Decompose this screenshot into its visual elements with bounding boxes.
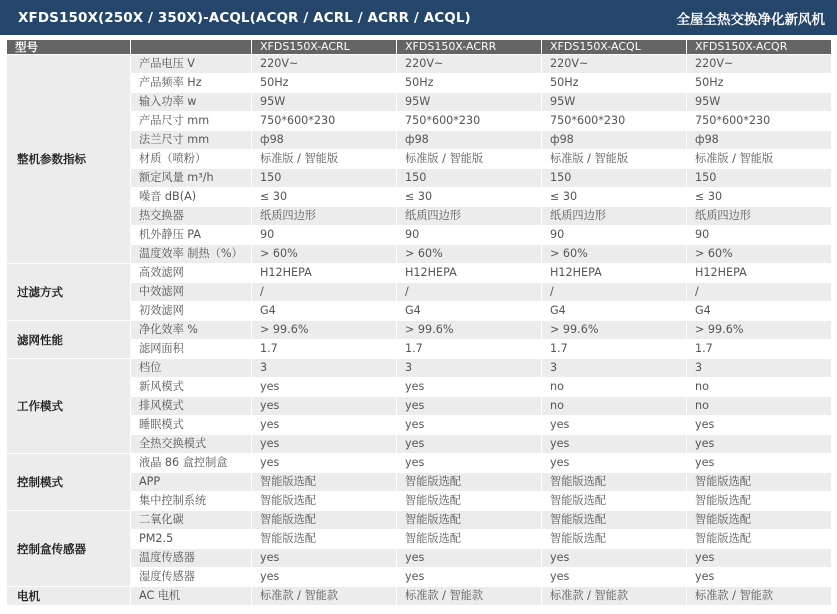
value-cell: no <box>687 378 832 397</box>
row-label: 输入功率 w <box>131 93 252 112</box>
value-cell: / <box>687 283 832 302</box>
value-cell: 150 <box>542 169 687 188</box>
value-cell: 750*600*230 <box>687 112 832 131</box>
row-label: 热交换器 <box>131 207 252 226</box>
value-cell: 750*600*230 <box>252 112 397 131</box>
table-row <box>7 454 832 473</box>
header-cell-model: 型号 <box>7 40 131 55</box>
value-cell: yes <box>687 454 832 473</box>
value-cell: yes <box>397 435 542 454</box>
table-row <box>7 492 832 511</box>
value-cell: yes <box>397 416 542 435</box>
title-bar <box>0 0 837 35</box>
value-cell: yes <box>252 435 397 454</box>
table-row <box>7 93 832 112</box>
table-row <box>7 568 832 587</box>
row-label: 高效滤网 <box>131 264 252 283</box>
group-label: 过滤方式 <box>7 264 131 321</box>
table-row <box>7 530 832 549</box>
value-cell: > 99.6% <box>542 321 687 340</box>
table-row <box>7 302 832 321</box>
table-row <box>7 131 832 150</box>
value-cell: 90 <box>252 226 397 245</box>
value-cell: 750*600*230 <box>542 112 687 131</box>
header-cell-acrr: XFDS150X-ACRR <box>397 40 542 55</box>
value-cell: 95W <box>252 93 397 112</box>
value-cell: G4 <box>687 302 832 321</box>
value-cell: 3 <box>252 359 397 378</box>
table-row <box>7 226 832 245</box>
value-cell: yes <box>542 435 687 454</box>
row-label: 初效滤网 <box>131 302 252 321</box>
value-cell: 标准款 / 智能款 <box>687 587 832 606</box>
value-cell: yes <box>542 549 687 568</box>
table-row <box>7 378 832 397</box>
table-row <box>7 169 832 188</box>
value-cell: ≤ 30 <box>252 188 397 207</box>
value-cell: no <box>542 378 687 397</box>
row-label: 滤网面积 <box>131 340 252 359</box>
value-cell: > 60% <box>542 245 687 264</box>
value-cell: 标准版 / 智能版 <box>252 150 397 169</box>
table-row <box>7 587 832 606</box>
value-cell: 纸质四边形 <box>687 207 832 226</box>
value-cell: 1.7 <box>397 340 542 359</box>
row-label: 材质（喷粉） <box>131 150 252 169</box>
value-cell: 智能版选配 <box>542 530 687 549</box>
value-cell: yes <box>687 568 832 587</box>
table-row <box>7 321 832 340</box>
value-cell: no <box>687 397 832 416</box>
value-cell: 95W <box>542 93 687 112</box>
value-cell: 标准款 / 智能款 <box>252 587 397 606</box>
value-cell: H12HEPA <box>687 264 832 283</box>
table-row <box>7 112 832 131</box>
value-cell: 智能版选配 <box>252 492 397 511</box>
group-label: 电机 <box>7 587 131 606</box>
value-cell: / <box>397 283 542 302</box>
value-cell: 纸质四边形 <box>397 207 542 226</box>
table-row <box>7 264 832 283</box>
header-cell-blank <box>131 40 252 55</box>
value-cell: / <box>542 283 687 302</box>
value-cell: ф98 <box>687 131 832 150</box>
value-cell: 90 <box>397 226 542 245</box>
value-cell: ф98 <box>397 131 542 150</box>
value-cell: 标准版 / 智能版 <box>397 150 542 169</box>
value-cell: yes <box>397 568 542 587</box>
table-row <box>7 150 832 169</box>
spec-table <box>6 39 832 606</box>
row-label: 档位 <box>131 359 252 378</box>
product-name: 全屋全热交换净化新风机 <box>676 11 825 28</box>
value-cell: H12HEPA <box>252 264 397 283</box>
row-label: 睡眠模式 <box>131 416 252 435</box>
table-row <box>7 435 832 454</box>
value-cell: 750*600*230 <box>397 112 542 131</box>
value-cell: 50Hz <box>687 74 832 93</box>
table-row <box>7 207 832 226</box>
value-cell: yes <box>542 568 687 587</box>
group-label: 滤网性能 <box>7 321 131 359</box>
value-cell: yes <box>252 568 397 587</box>
table-row <box>7 359 832 378</box>
value-cell: 标准版 / 智能版 <box>542 150 687 169</box>
row-label: 排风模式 <box>131 397 252 416</box>
value-cell: 纸质四边形 <box>252 207 397 226</box>
group-label: 工作模式 <box>7 359 131 454</box>
value-cell: 50Hz <box>397 74 542 93</box>
value-cell: G4 <box>542 302 687 321</box>
value-cell: 220V~ <box>397 55 542 74</box>
table-row <box>7 55 832 74</box>
row-label: 湿度传感器 <box>131 568 252 587</box>
value-cell: 智能版选配 <box>397 473 542 492</box>
table-row <box>7 340 832 359</box>
value-cell: 220V~ <box>252 55 397 74</box>
value-cell: yes <box>687 435 832 454</box>
value-cell: yes <box>252 454 397 473</box>
value-cell: yes <box>687 549 832 568</box>
value-cell: G4 <box>397 302 542 321</box>
value-cell: 智能版选配 <box>397 530 542 549</box>
value-cell: > 99.6% <box>687 321 832 340</box>
value-cell: yes <box>397 454 542 473</box>
value-cell: ф98 <box>542 131 687 150</box>
row-label: 中效滤网 <box>131 283 252 302</box>
value-cell: 90 <box>542 226 687 245</box>
value-cell: 150 <box>687 169 832 188</box>
row-label: 净化效率 % <box>131 321 252 340</box>
value-cell: 智能版选配 <box>397 492 542 511</box>
value-cell: ≤ 30 <box>397 188 542 207</box>
header-cell-acqr: XFDS150X-ACQR <box>687 40 832 55</box>
value-cell: H12HEPA <box>542 264 687 283</box>
value-cell: 智能版选配 <box>542 511 687 530</box>
table-row <box>7 549 832 568</box>
value-cell: 150 <box>397 169 542 188</box>
row-label: 全热交换模式 <box>131 435 252 454</box>
value-cell: > 60% <box>687 245 832 264</box>
value-cell: 标准版 / 智能版 <box>687 150 832 169</box>
table-row <box>7 245 832 264</box>
value-cell: 纸质四边形 <box>542 207 687 226</box>
value-cell: > 60% <box>252 245 397 264</box>
value-cell: 3 <box>542 359 687 378</box>
value-cell: 标准款 / 智能款 <box>397 587 542 606</box>
row-label: 产品频率 Hz <box>131 74 252 93</box>
value-cell: 220V~ <box>687 55 832 74</box>
row-label: 温度传感器 <box>131 549 252 568</box>
value-cell: yes <box>252 397 397 416</box>
group-label: 控制模式 <box>7 454 131 511</box>
value-cell: > 99.6% <box>397 321 542 340</box>
value-cell: 150 <box>252 169 397 188</box>
value-cell: 90 <box>687 226 832 245</box>
value-cell: 1.7 <box>687 340 832 359</box>
value-cell: yes <box>252 416 397 435</box>
value-cell: / <box>252 283 397 302</box>
value-cell: H12HEPA <box>397 264 542 283</box>
value-cell: 220V~ <box>542 55 687 74</box>
value-cell: yes <box>542 416 687 435</box>
value-cell: yes <box>397 378 542 397</box>
value-cell: 智能版选配 <box>397 511 542 530</box>
value-cell: yes <box>252 378 397 397</box>
table-row <box>7 416 832 435</box>
table-row <box>7 283 832 302</box>
value-cell: 3 <box>397 359 542 378</box>
table-row <box>7 473 832 492</box>
value-cell: yes <box>687 416 832 435</box>
value-cell: yes <box>397 549 542 568</box>
value-cell: 智能版选配 <box>252 530 397 549</box>
value-cell: 50Hz <box>542 74 687 93</box>
value-cell: 智能版选配 <box>687 492 832 511</box>
row-label: 机外静压 PA <box>131 226 252 245</box>
table-row <box>7 74 832 93</box>
value-cell: > 99.6% <box>252 321 397 340</box>
value-cell: 智能版选配 <box>252 511 397 530</box>
row-label: AC 电机 <box>131 587 252 606</box>
row-label: PM2.5 <box>131 530 252 549</box>
row-label: 额定风量 m³/h <box>131 169 252 188</box>
row-label: 产品尺寸 mm <box>131 112 252 131</box>
value-cell: 95W <box>397 93 542 112</box>
value-cell: 50Hz <box>252 74 397 93</box>
value-cell: 智能版选配 <box>252 473 397 492</box>
model-title: XFDS150X(250X / 350X)-ACQL(ACQR / ACRL / ACRR / ACQL) <box>18 9 471 26</box>
value-cell: G4 <box>252 302 397 321</box>
value-cell: 智能版选配 <box>542 492 687 511</box>
row-label: 二氧化碳 <box>131 511 252 530</box>
value-cell: 1.7 <box>252 340 397 359</box>
value-cell: ≤ 30 <box>687 188 832 207</box>
value-cell: 标准款 / 智能款 <box>542 587 687 606</box>
row-label: 新风模式 <box>131 378 252 397</box>
value-cell: 智能版选配 <box>687 473 832 492</box>
row-label: 产品电压 V <box>131 55 252 74</box>
table-row <box>7 511 832 530</box>
value-cell: > 60% <box>397 245 542 264</box>
header-cell-acrl: XFDS150X-ACRL <box>252 40 397 55</box>
value-cell: 95W <box>687 93 832 112</box>
row-label: 噪音 dB(A) <box>131 188 252 207</box>
value-cell: no <box>542 397 687 416</box>
value-cell: yes <box>252 549 397 568</box>
group-label: 整机参数指标 <box>7 55 131 264</box>
value-cell: yes <box>397 397 542 416</box>
group-label: 控制盒传感器 <box>7 511 131 587</box>
value-cell: 智能版选配 <box>687 511 832 530</box>
row-label: APP <box>131 473 252 492</box>
table-row <box>7 188 832 207</box>
value-cell: yes <box>542 454 687 473</box>
row-label: 温度效率 制热（%） <box>131 245 252 264</box>
row-label: 集中控制系统 <box>131 492 252 511</box>
header-row <box>7 40 832 55</box>
row-label: 液晶 86 盒控制盒 <box>131 454 252 473</box>
value-cell: ≤ 30 <box>542 188 687 207</box>
value-cell: 智能版选配 <box>687 530 832 549</box>
row-label: 法兰尺寸 mm <box>131 131 252 150</box>
spec-table-body <box>7 40 832 606</box>
value-cell: 3 <box>687 359 832 378</box>
value-cell: 1.7 <box>542 340 687 359</box>
value-cell: 智能版选配 <box>542 473 687 492</box>
table-row <box>7 397 832 416</box>
header-cell-acql: XFDS150X-ACQL <box>542 40 687 55</box>
value-cell: ф98 <box>252 131 397 150</box>
